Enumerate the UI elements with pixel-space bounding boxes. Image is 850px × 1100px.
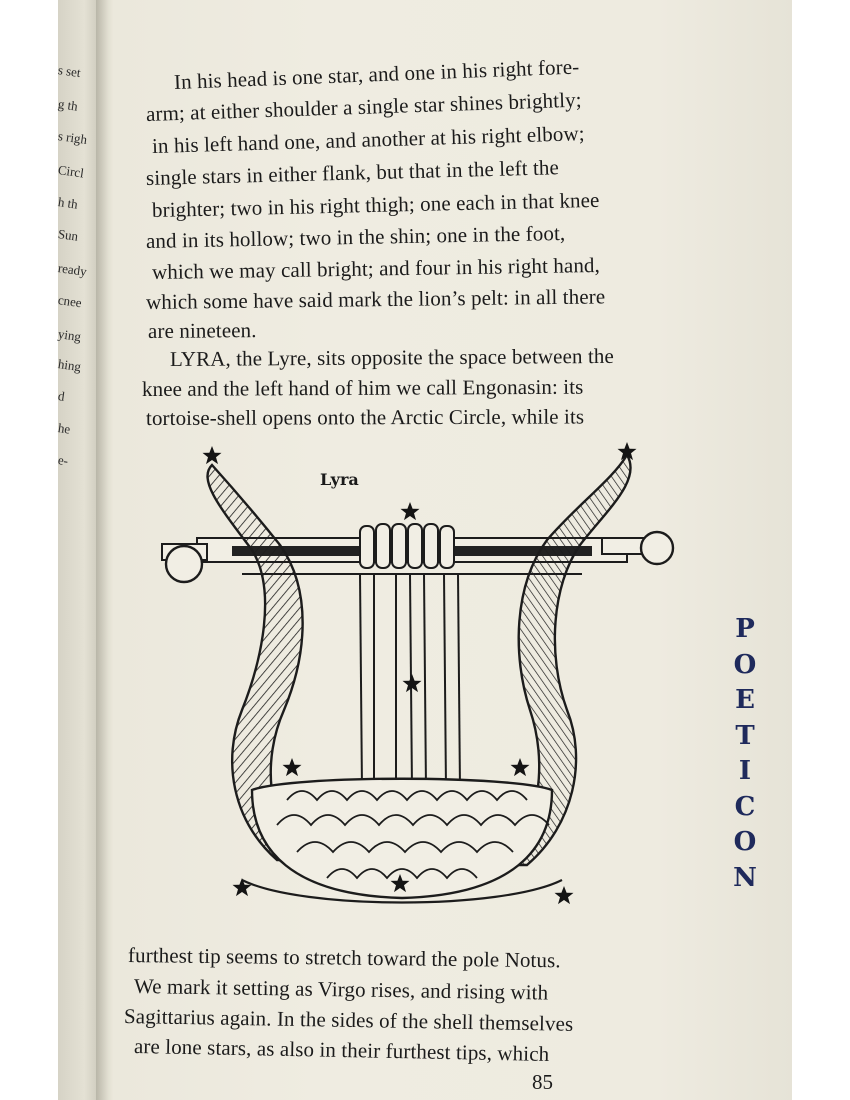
side-title-letter: I (738, 756, 752, 786)
star-icon (511, 758, 530, 776)
body-line: knee and the left hand of him we call Engonasin: its (141, 374, 584, 401)
body-line: in his left hand one, and another at his right elbow; (151, 121, 585, 158)
side-title-letter: C (734, 791, 756, 822)
left-page-fragment: ready (57, 260, 88, 279)
page-number: 85 (532, 1070, 553, 1094)
lyre-illustration (102, 440, 692, 940)
body-line: are nineteen. (147, 318, 257, 343)
body-line: Sagittarius again. In the sides of the shell themselves (123, 1004, 574, 1036)
left-page-fragment: h th (57, 194, 79, 212)
star-icon (283, 758, 302, 776)
star-icon (555, 886, 574, 904)
body-line: which we may call bright; and four in his right hand, (151, 252, 601, 284)
lyre-pegs (360, 524, 454, 568)
star-icon (233, 878, 252, 896)
side-title-letter: N (733, 862, 757, 893)
body-line: are lone stars, as also in their furthest tips, which (133, 1034, 550, 1066)
left-page-fragment: cnee (57, 292, 83, 311)
body-line: In his head is one star, and one in his right fore- (173, 54, 580, 94)
body-line: and in its hollow; two in the shin; one in the foot, (145, 220, 566, 253)
side-title (728, 612, 762, 896)
left-page-fragment: s righ (57, 128, 89, 148)
left-page-fragment: s set (57, 62, 82, 81)
side-title-letter: T (735, 720, 755, 751)
side-title-letter: P (735, 614, 755, 644)
side-title-letter: E (735, 685, 755, 715)
body-line: LYRA, the Lyre, sits opposite the space between the (169, 343, 614, 371)
left-page-fragment: ying (57, 326, 83, 345)
side-title-letter: O (733, 649, 757, 680)
body-line: single stars in either flank, but that in the left the (145, 155, 560, 190)
figure-caption: Lyra (320, 470, 359, 489)
side-title-letter: O (733, 827, 757, 857)
star-icon (401, 502, 420, 520)
body-line: furthest tip seems to stretch toward the pole Notus. (127, 943, 561, 973)
left-page-fragment: g th (57, 96, 79, 114)
left-page-fragment: Circl (57, 162, 85, 181)
left-page-fragment: Sun (57, 226, 80, 244)
left-page-fragment: d (57, 388, 66, 404)
body-line: tortoise-shell opens onto the Arctic Circle, while its (145, 404, 585, 430)
body-line: brighter; two in his right thigh; one each in that knee (151, 187, 600, 222)
star-icon (203, 446, 222, 464)
body-line: which some have said mark the lion’s pelt: in all there (145, 284, 606, 314)
left-page-fragment: hing (57, 356, 83, 375)
left-page-fragment: he (57, 420, 72, 437)
body-line: We mark it setting as Virgo rises, and rising with (133, 974, 549, 1005)
body-line: arm; at either shoulder a single star shines brightly; (145, 87, 582, 126)
left-page-fragment: e- (57, 452, 70, 469)
